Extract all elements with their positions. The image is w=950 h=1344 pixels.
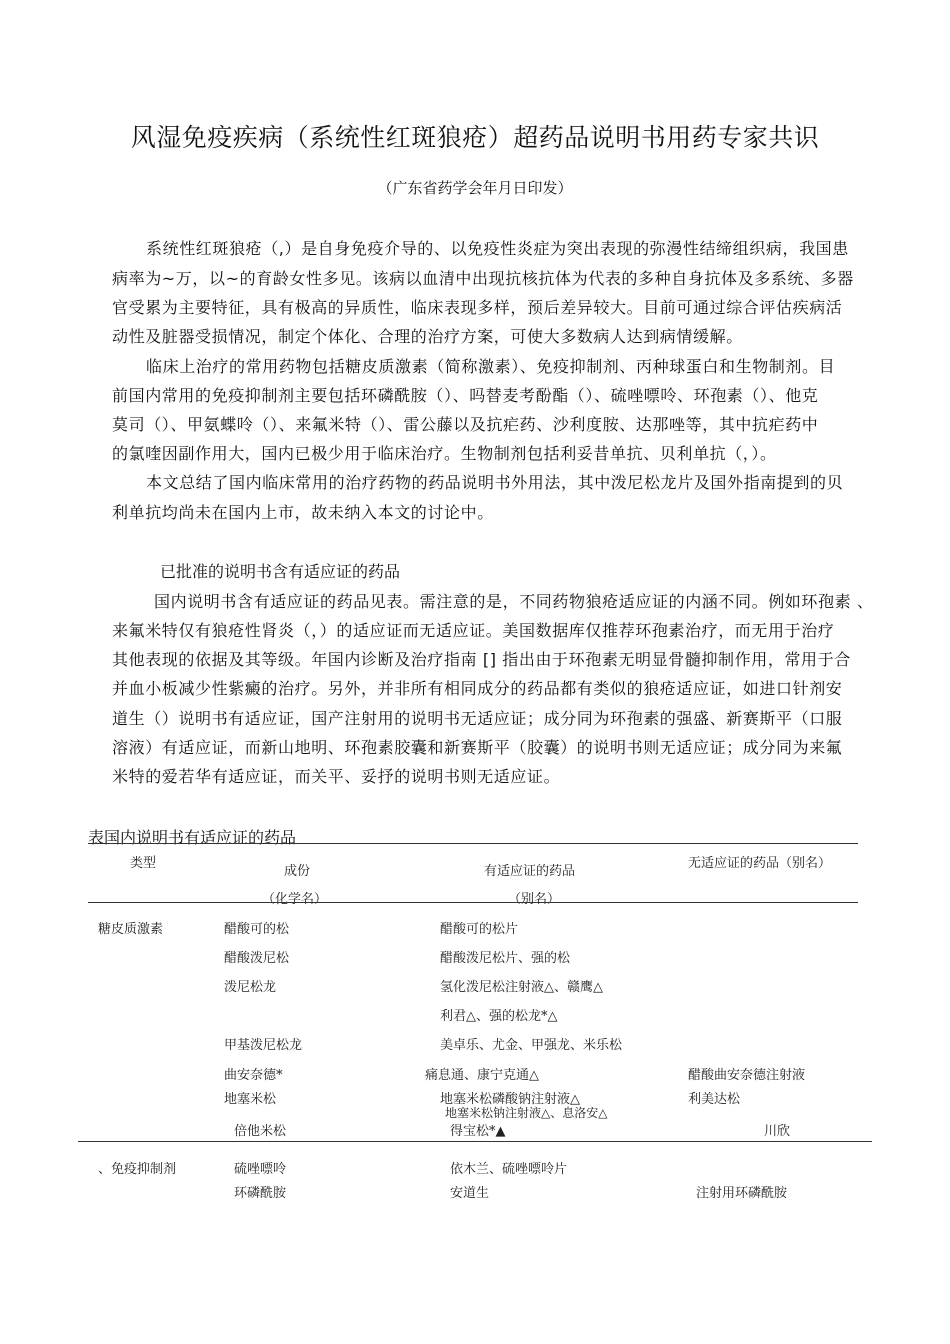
table-header-rule	[88, 902, 858, 903]
table-caption: 表国内说明书有适应证的药品	[88, 828, 297, 847]
paragraph-1-line-1: 系统性红斑狼疮（,）是自身免疫介导的、以免疫性炎症为突出表现的弥漫性结缔组织病，我国患	[146, 239, 849, 258]
paragraph-2-line-2: 前国内常用的免疫抑制剂主要包括环磷酰胺（）、吗替麦考酚酯（）、硫唑嘌呤、环孢素（）、他克	[112, 386, 819, 405]
approved-cell: 美卓乐、尤金、甲强龙、米乐松	[440, 1038, 623, 1053]
header-unapproved: 无适应证的药品（别名）	[688, 856, 832, 871]
section-line-5: 道生（）说明书有适应证，国产注射用的说明书无适应证；成分同为环孢素的强盛、新赛斯平（口服	[112, 709, 843, 728]
section-line-1: 国内说明书含有适应证的药品见表。需注意的是，不同药物狼疮适应证的内涵不同。例如环孢素 、	[154, 592, 874, 611]
header-approved-sub: （别名）	[508, 892, 561, 907]
document-subtitle: （广东省药学会年月日印发）	[377, 179, 573, 197]
approved-cell: 痛息通、康宁克通△	[425, 1068, 539, 1083]
section-line-2: 来氟米特仅有狼疮性肾炎（，）的适应证而无适应证。美国数据库仅推荐环孢素治疗，而无用于治疗	[112, 621, 835, 640]
section-line-4: 并血小板减少性紫癜的治疗。另外，并非所有相同成分的药品都有类似的狼疮适应证，如进口针剂安	[112, 679, 843, 698]
approved-cell: 地塞米松钠注射液△、息洛安△	[445, 1106, 608, 1120]
group-divider-rule	[78, 1141, 872, 1142]
header-approved: 有适应证的药品	[484, 864, 576, 879]
approved-cell: 依木兰、硫唑嘌呤片	[450, 1162, 568, 1177]
approved-cell: 地塞米松磷酸钠注射液△	[440, 1092, 580, 1107]
ingredient-cell: 泼尼松龙	[224, 980, 277, 995]
paragraph-3-line-2: 利单抗均尚未在国内上市，故未纳入本文的讨论中。	[112, 503, 494, 522]
approved-cell: 得宝松*▲	[450, 1124, 506, 1139]
approved-cell: 利君△、强的松龙*△	[440, 1009, 558, 1024]
unapproved-cell: 利美达松	[688, 1092, 741, 1107]
paragraph-1-line-2: 病率为~万，以~的育龄女性多见。该病以血清中出现抗核抗体为代表的多种自身抗体及多系统、多器	[112, 269, 854, 288]
approved-cell: 安道生	[450, 1186, 490, 1201]
approved-cell: 醋酸泼尼松片、强的松	[440, 951, 571, 966]
ingredient-cell: 醋酸泼尼松	[224, 951, 290, 966]
ingredient-cell: 甲基泼尼松龙	[224, 1038, 303, 1053]
unapproved-cell: 注射用环磷酰胺	[696, 1186, 788, 1201]
ingredient-cell: 地塞米松	[224, 1092, 277, 1107]
ingredient-cell: 醋酸可的松	[224, 922, 290, 937]
paragraph-1-line-3: 官受累为主要特征，具有极高的异质性，临床表现多样，预后差异较大。目前可通过综合评估疾病活	[112, 298, 843, 317]
group-type-glucocorticoid: 糖皮质激素	[98, 922, 164, 937]
section-line-6: 溶液）有适应证，而新山地明、环孢素胶囊和新赛斯平（胶囊）的说明书则无适应证；成分同为来氟	[112, 738, 843, 757]
group-type-immunosuppressant: 、免疫抑制剂	[98, 1162, 177, 1177]
paragraph-2-line-4: 的氯喹因副作用大，国内已极少用于临床治疗。生物制剂包括利妥昔单抗、贝利单抗（，）。	[112, 444, 777, 463]
unapproved-cell: 川欣	[764, 1124, 791, 1139]
paragraph-3-line-1: 本文总结了国内临床常用的治疗药物的药品说明书外用法，其中泼尼松龙片及国外指南提到的贝	[146, 473, 844, 492]
section-line-3: 其他表现的依据及其等级。年国内诊断及治疗指南 [] 指出由于环孢素无明显骨髓抑制作用，常用于合	[112, 650, 851, 669]
paragraph-2-line-1: 临床上治疗的常用药物包括糖皮质激素（简称激素）、免疫抑制剂、丙种球蛋白和生物制剂。目	[146, 357, 836, 376]
ingredient-cell: 环磷酰胺	[234, 1186, 287, 1201]
paragraph-2-line-3: 莫司（）、甲氨蝶呤（）、来氟米特（）、雷公藤以及抗疟药、沙利度胺、达那唑等，其中抗疟药中	[112, 415, 819, 434]
ingredient-cell: 曲安奈德*	[224, 1068, 283, 1083]
document-title: 风湿免疫疾病（系统性红斑狼疮）超药品说明书用药专家共识	[130, 123, 820, 152]
section-line-7: 米特的爱若华有适应证，而关平、妥抒的说明书则无适应证。	[112, 767, 561, 786]
paragraph-1-line-4: 动性及脏器受损情况，制定个体化、合理的治疗方案，可使大多数病人达到病情缓解。	[112, 327, 743, 346]
table-top-rule	[88, 843, 858, 844]
header-type: 类型	[130, 856, 157, 871]
unapproved-cell: 醋酸曲安奈德注射液	[688, 1068, 806, 1083]
ingredient-cell: 硫唑嘌呤	[234, 1162, 287, 1177]
approved-cell: 氢化泼尼松注射液△、赣鹰△	[440, 980, 603, 995]
header-ingredient-sub: （化学名）	[262, 892, 328, 907]
ingredient-cell: 倍他米松	[234, 1124, 287, 1139]
header-ingredient: 成份	[284, 864, 311, 879]
approved-cell: 醋酸可的松片	[440, 922, 519, 937]
section-heading: 已批准的说明书含有适应证的药品	[160, 562, 401, 581]
